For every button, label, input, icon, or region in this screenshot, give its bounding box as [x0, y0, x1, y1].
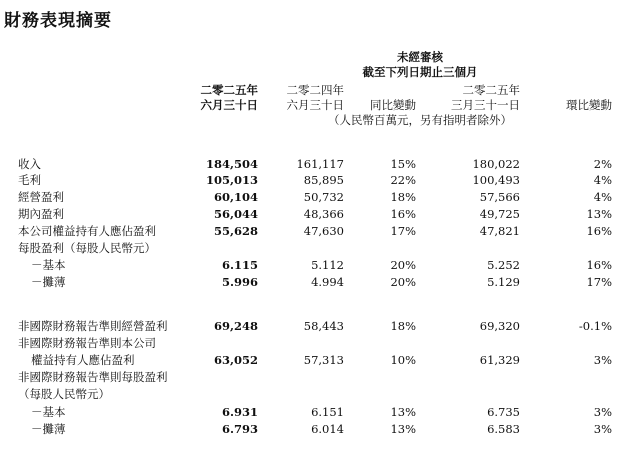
value-2025-mar: 180,022	[472, 157, 520, 171]
value-2025-jun: 184,504	[205, 157, 258, 171]
table-row	[0, 257, 640, 273]
row-label: －攤薄	[31, 422, 66, 436]
value-2025-jun: 6.931	[221, 405, 258, 419]
row-label: 本公司權益持有人應佔盈利	[18, 224, 156, 238]
header-col4-line2: 三月三十一日	[451, 98, 520, 112]
header-unaudited: 未經審核	[397, 50, 443, 64]
value-2025-mar: 49,725	[479, 207, 520, 221]
value-yoy-change: 13%	[390, 405, 416, 419]
value-qoq-change: 13%	[586, 207, 612, 221]
table-row	[0, 156, 640, 172]
value-yoy-change: 22%	[390, 173, 416, 187]
value-2025-jun: 6.115	[221, 258, 258, 272]
row-label: 經營盈利	[18, 190, 64, 204]
value-2024-jun: 161,117	[296, 157, 344, 171]
row-label: 非國際財務報告準則經營盈利	[18, 319, 168, 333]
value-yoy-change: 18%	[390, 319, 416, 333]
row-label: 收入	[18, 157, 41, 171]
value-2025-jun: 69,248	[213, 319, 258, 333]
table-row	[0, 206, 640, 222]
header-col2-line1: 二零二四年	[286, 83, 344, 97]
header-unit: （人民幣百萬元，另有指明者除外）	[328, 113, 512, 127]
table-row	[0, 404, 640, 420]
value-yoy-change: 20%	[390, 275, 416, 289]
value-2025-mar: 5.129	[487, 275, 520, 289]
value-2024-jun: 5.112	[311, 258, 344, 272]
table-row	[0, 318, 640, 334]
value-2025-jun: 56,044	[213, 207, 258, 221]
value-2024-jun: 85,895	[303, 173, 344, 187]
value-2025-mar: 47,821	[479, 224, 520, 238]
table-row	[0, 335, 640, 351]
value-yoy-change: 16%	[390, 207, 416, 221]
row-label: 毛利	[18, 173, 41, 187]
value-yoy-change: 10%	[390, 353, 416, 367]
table-row	[0, 369, 640, 385]
header-col4-line1: 二零二五年	[462, 83, 520, 97]
value-2025-mar: 5.252	[487, 258, 520, 272]
header-col1-line1: 二零二五年	[200, 83, 258, 97]
value-2025-mar: 6.735	[487, 405, 520, 419]
row-label: 期內盈利	[18, 207, 64, 221]
value-2025-mar: 6.583	[487, 422, 520, 436]
header-col3: 同比變動	[370, 98, 416, 112]
value-qoq-change: 3%	[593, 422, 612, 436]
value-2024-jun: 50,732	[303, 190, 344, 204]
table-row	[0, 352, 640, 368]
value-2024-jun: 58,443	[303, 319, 344, 333]
value-qoq-change: 3%	[593, 405, 612, 419]
value-qoq-change: 3%	[593, 353, 612, 367]
table-row	[0, 386, 640, 402]
value-qoq-change: 16%	[586, 224, 612, 238]
value-qoq-change: 4%	[593, 173, 612, 187]
value-2025-mar: 69,320	[479, 319, 520, 333]
value-qoq-change: -0.1%	[578, 319, 612, 333]
value-yoy-change: 15%	[390, 157, 416, 171]
value-2025-mar: 57,566	[479, 190, 520, 204]
row-label: 權益持有人應佔盈利	[31, 353, 135, 367]
table-row	[0, 172, 640, 188]
table-row	[0, 421, 640, 437]
value-2024-jun: 4.994	[311, 275, 344, 289]
value-qoq-change: 16%	[586, 258, 612, 272]
row-label: 非國際財務報告準則每股盈利	[18, 370, 168, 384]
value-2025-jun: 55,628	[213, 224, 258, 238]
header-col5: 環比變動	[566, 98, 612, 112]
value-2024-jun: 48,366	[303, 207, 344, 221]
page-title: 財務表現摘要	[4, 11, 112, 31]
value-qoq-change: 4%	[593, 190, 612, 204]
row-label: －基本	[31, 258, 66, 272]
value-yoy-change: 20%	[390, 258, 416, 272]
header-col2-line2: 六月三十日	[286, 98, 344, 112]
value-2024-jun: 57,313	[303, 353, 344, 367]
value-2024-jun: 6.014	[311, 422, 344, 436]
header-col1-line2: 六月三十日	[200, 98, 258, 112]
value-2025-jun: 60,104	[213, 190, 258, 204]
header-period: 截至下列日期止三個月	[362, 65, 478, 79]
row-label: （每股人民幣元）	[18, 387, 110, 401]
row-label: 非國際財務報告準則本公司	[18, 336, 156, 350]
row-label: －基本	[31, 405, 66, 419]
value-2025-mar: 100,493	[472, 173, 520, 187]
value-qoq-change: 17%	[586, 275, 612, 289]
value-2025-jun: 63,052	[213, 353, 258, 367]
value-2025-jun: 105,013	[205, 173, 258, 187]
row-label: 每股盈利（每股人民幣元）	[18, 241, 156, 255]
value-2025-mar: 61,329	[479, 353, 520, 367]
row-label: －攤薄	[31, 275, 66, 289]
table-row	[0, 189, 640, 205]
value-2025-jun: 6.793	[221, 422, 258, 436]
value-2024-jun: 6.151	[311, 405, 344, 419]
value-qoq-change: 2%	[593, 157, 612, 171]
value-2025-jun: 5.996	[221, 275, 258, 289]
table-row	[0, 223, 640, 239]
value-yoy-change: 18%	[390, 190, 416, 204]
table-row	[0, 240, 640, 256]
value-2024-jun: 47,630	[303, 224, 344, 238]
table-row	[0, 274, 640, 290]
value-yoy-change: 13%	[390, 422, 416, 436]
value-yoy-change: 17%	[390, 224, 416, 238]
